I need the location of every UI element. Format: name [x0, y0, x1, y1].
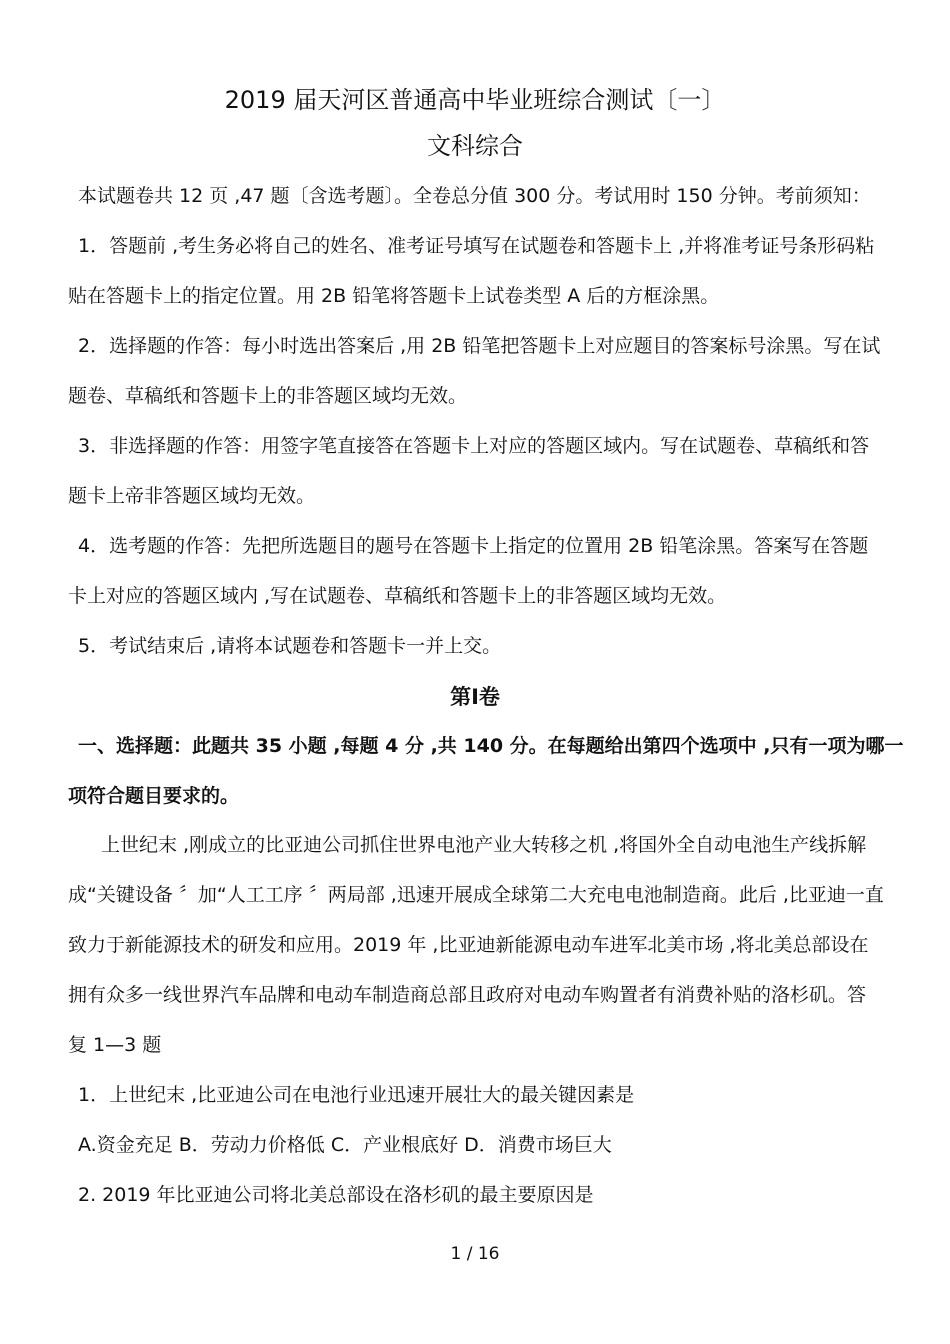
passage-line-1: 上世纪末 ,刚成立的比亚迪公司抓住世界电池产业大转移之机 ,将国外全自动电池生产线拆解	[101, 834, 867, 856]
passage-line-4: 拥有众多一线世界汽车品牌和电动车制造商总部且政府对电动车购置者有消费补贴的洛杉矶。答	[68, 984, 867, 1006]
question-1-stem: 1．上世纪末 ,比亚迪公司在电池行业迅速开展壮大的最关键因素是	[78, 1084, 635, 1106]
passage-line-2: 成“关键设备 〞加“人工工序 〞两局部 ,迅速开展成全球第二大充电电池制造商。此后 ,比亚迪一直	[68, 884, 884, 906]
question-1-options: A.资金充足 B．劳动力价格低 C．产业根底好 D．消费市场巨大	[78, 1134, 612, 1156]
instruction-2-line-2: 题卷、草稿纸和答题卡上的非答题区域均无效。	[68, 385, 468, 407]
instruction-3-line-1: 3．非选择题的作答：用签字笔直接答在答题卡上对应的答题区域内。写在试题卷、草稿纸和答	[78, 435, 870, 457]
passage-line-3: 致力于新能源技术的研发和应用。2019 年 ,比亚迪新能源电动车进军北美市场 ,将北美总部设在	[68, 934, 869, 956]
passage-line-5: 复 1—3 题	[68, 1034, 162, 1056]
section-heading-line-2: 项符合题目要求的。	[68, 785, 240, 807]
exam-subtitle: 文科综合	[427, 132, 523, 160]
section-heading-line-1: 一、选择题：此题共 35 小题 ,每题 4 分 ,共 140 分。在每题给出第四个选项中 ,只有一项为哪一	[78, 735, 904, 757]
instruction-4-line-1: 4．选考题的作答：先把所选题目的题号在答题卡上指定的位置用 2B 铅笔涂黑。答案写在答题	[78, 535, 869, 557]
section-title: 第Ⅰ卷	[450, 685, 500, 709]
instruction-2-line-1: 2．选择题的作答：每小时选出答案后 ,用 2B 铅笔把答题卡上对应题目的答案标号涂黑。写在试	[78, 335, 881, 357]
instruction-4-line-2: 卡上对应的答题区域内 ,写在试题卷、草稿纸和答题卡上的非答题区域均无效。	[68, 585, 727, 607]
instruction-1-line-2: 贴在答题卡上的指定位置。用 2B 铅笔将答题卡上试卷类型 A 后的方框涂黑。	[68, 285, 720, 307]
instruction-5-line-1: 5．考试结束后 ,请将本试题卷和答题卡一并上交。	[78, 635, 502, 657]
instruction-3-line-2: 题卡上帝非答题区域均无效。	[68, 485, 316, 507]
question-2-stem: 2. 2019 年比亚迪公司将北美总部设在洛杉矶的最主要原因是	[78, 1184, 594, 1206]
instruction-1-line-1: 1．答题前 ,考生务必将自己的姓名、准考证号填写在试题卷和答题卡上 ,并将准考证号条形码粘	[78, 235, 875, 257]
intro-text: 本试题卷共 12 页 ,47 题〔含选考题〕。全卷总分值 300 分。考试用时 150 分钟。考前须知：	[78, 185, 871, 207]
exam-title: 2019 届天河区普通高中毕业班综合测试〔一〕	[224, 86, 726, 114]
page-number: 1 / 16	[450, 1244, 500, 1264]
